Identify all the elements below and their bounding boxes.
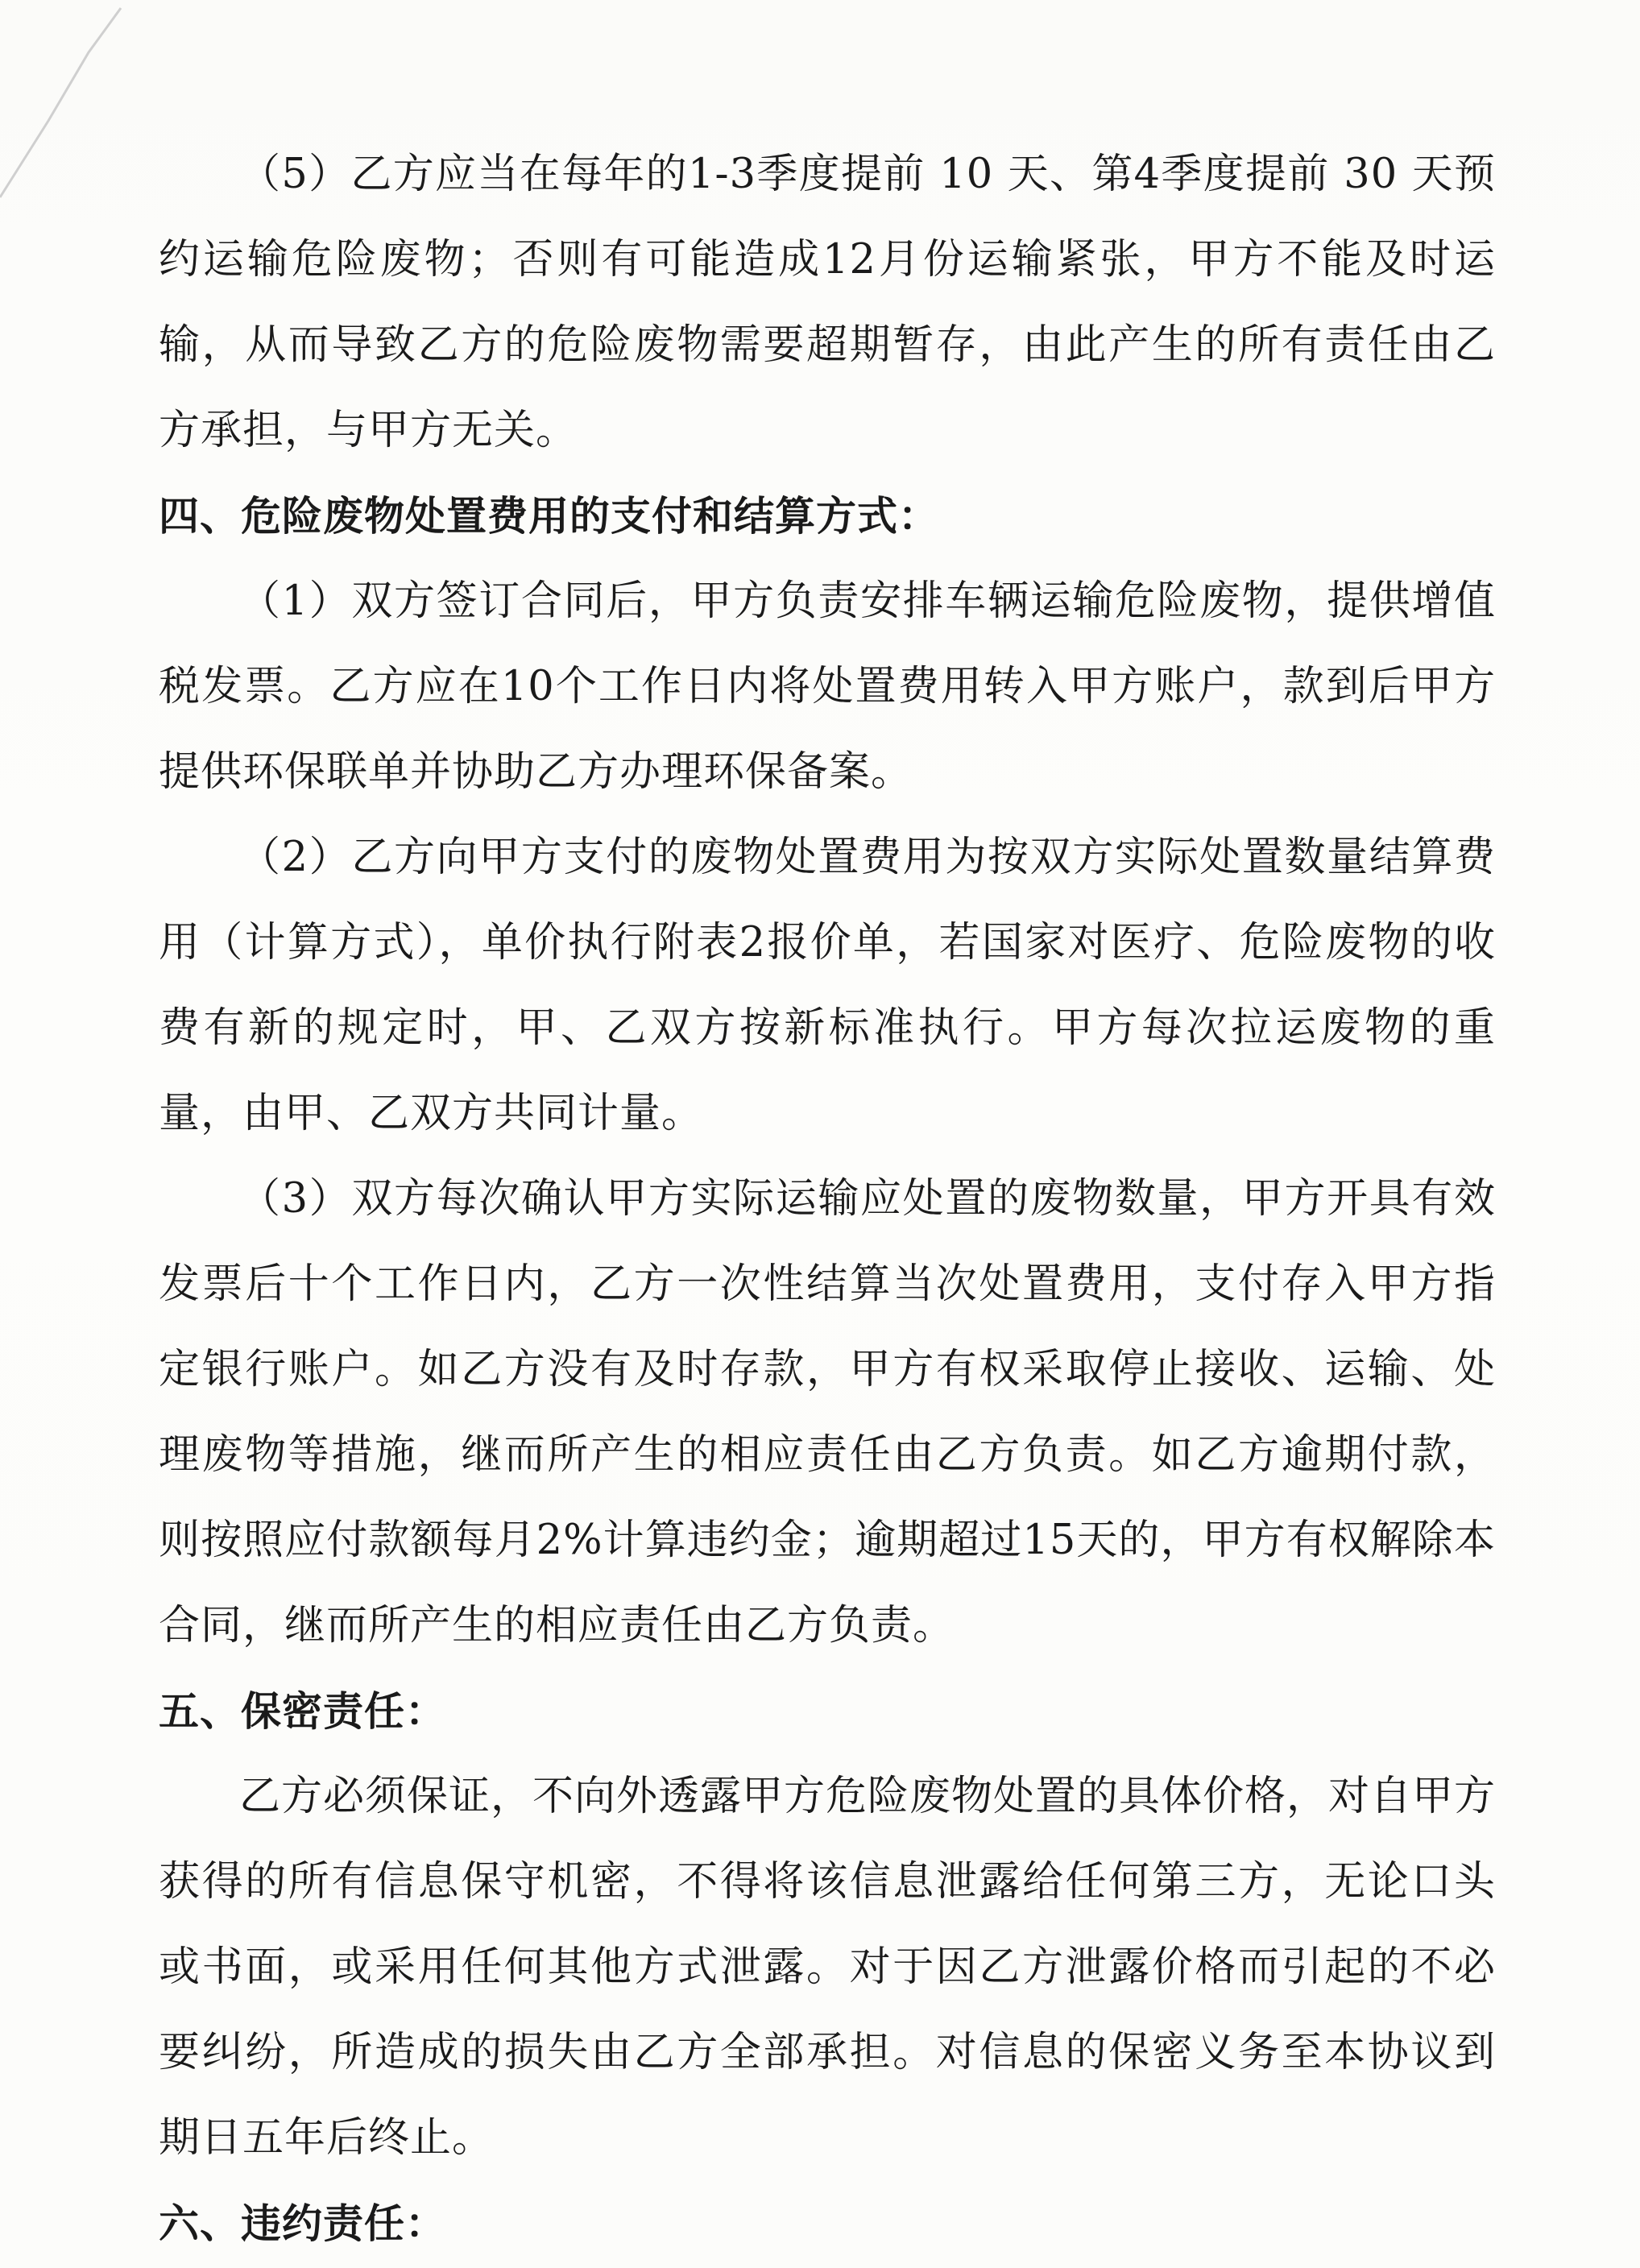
section-heading-confidentiality: 五、保密责任：: [159, 1688, 446, 1735]
section-heading-breach: 六、违约责任：: [159, 2200, 446, 2247]
paragraph-payment-3: （3）双方每次确认甲方实际运输应处置的废物数量，甲方开具有效发票后十个工作日内，乙方一次性结算当次处置费用，支付存入甲方指定银行账户。如乙方没有及时存款，甲方有权采取停止接收、运输、处理废物等措施，继而所产生的相应责任由乙方负责。如乙方逾期付款，则按照应付款额每月2%计算违约金；逾期超过15天的，甲方有权解除本合同，继而所产生的相应责任由乙方负责。: [159, 1175, 1496, 1649]
paragraph-payment-1: （1）双方签订合同后，甲方负责安排车辆运输危险废物，提供增值税发票。乙方应在10个工作日内将处置费用转入甲方账户，款到后甲方提供环保联单并协助乙方办理环保备案。: [159, 577, 1496, 796]
paragraph-confidentiality: 乙方必须保证，不向外透露甲方危险废物处置的具体价格，对自甲方获得的所有信息保守机密，不得将该信息泄露给任何第三方，无论口头或书面，或采用任何其他方式泄露。对于因乙方泄露价格而引起的不必要纠纷，所造成的损失由乙方全部承担。对信息的保密义务至本协议到期日五年后终止。: [159, 1773, 1497, 2162]
document-body: [159, 132, 1496, 2266]
scan-edge-mark: [0, 0, 161, 226]
paragraph-payment-2: （2）乙方向甲方支付的废物处置费用为按双方实际处置数量结算费用（计算方式），单价执行附表2报价单，若国家对医疗、危险废物的收费有新的规定时，甲、乙双方按新标准执行。甲方每次拉运废物的重量，由甲、乙双方共同计量。: [159, 834, 1496, 1137]
section-heading-payment: 四、危险废物处置费用的支付和结算方式：: [159, 493, 939, 540]
paragraph-transport-booking: （5）乙方应当在每年的1-3季度提前 10 天、第4季度提前 30 天预约运输危险废物；否则有可能造成12月份运输紧张，甲方不能及时运输，从而导致乙方的危险废物需要超期暂存，由此产生的所有责任由乙方承担，与甲方无关。: [159, 151, 1496, 454]
